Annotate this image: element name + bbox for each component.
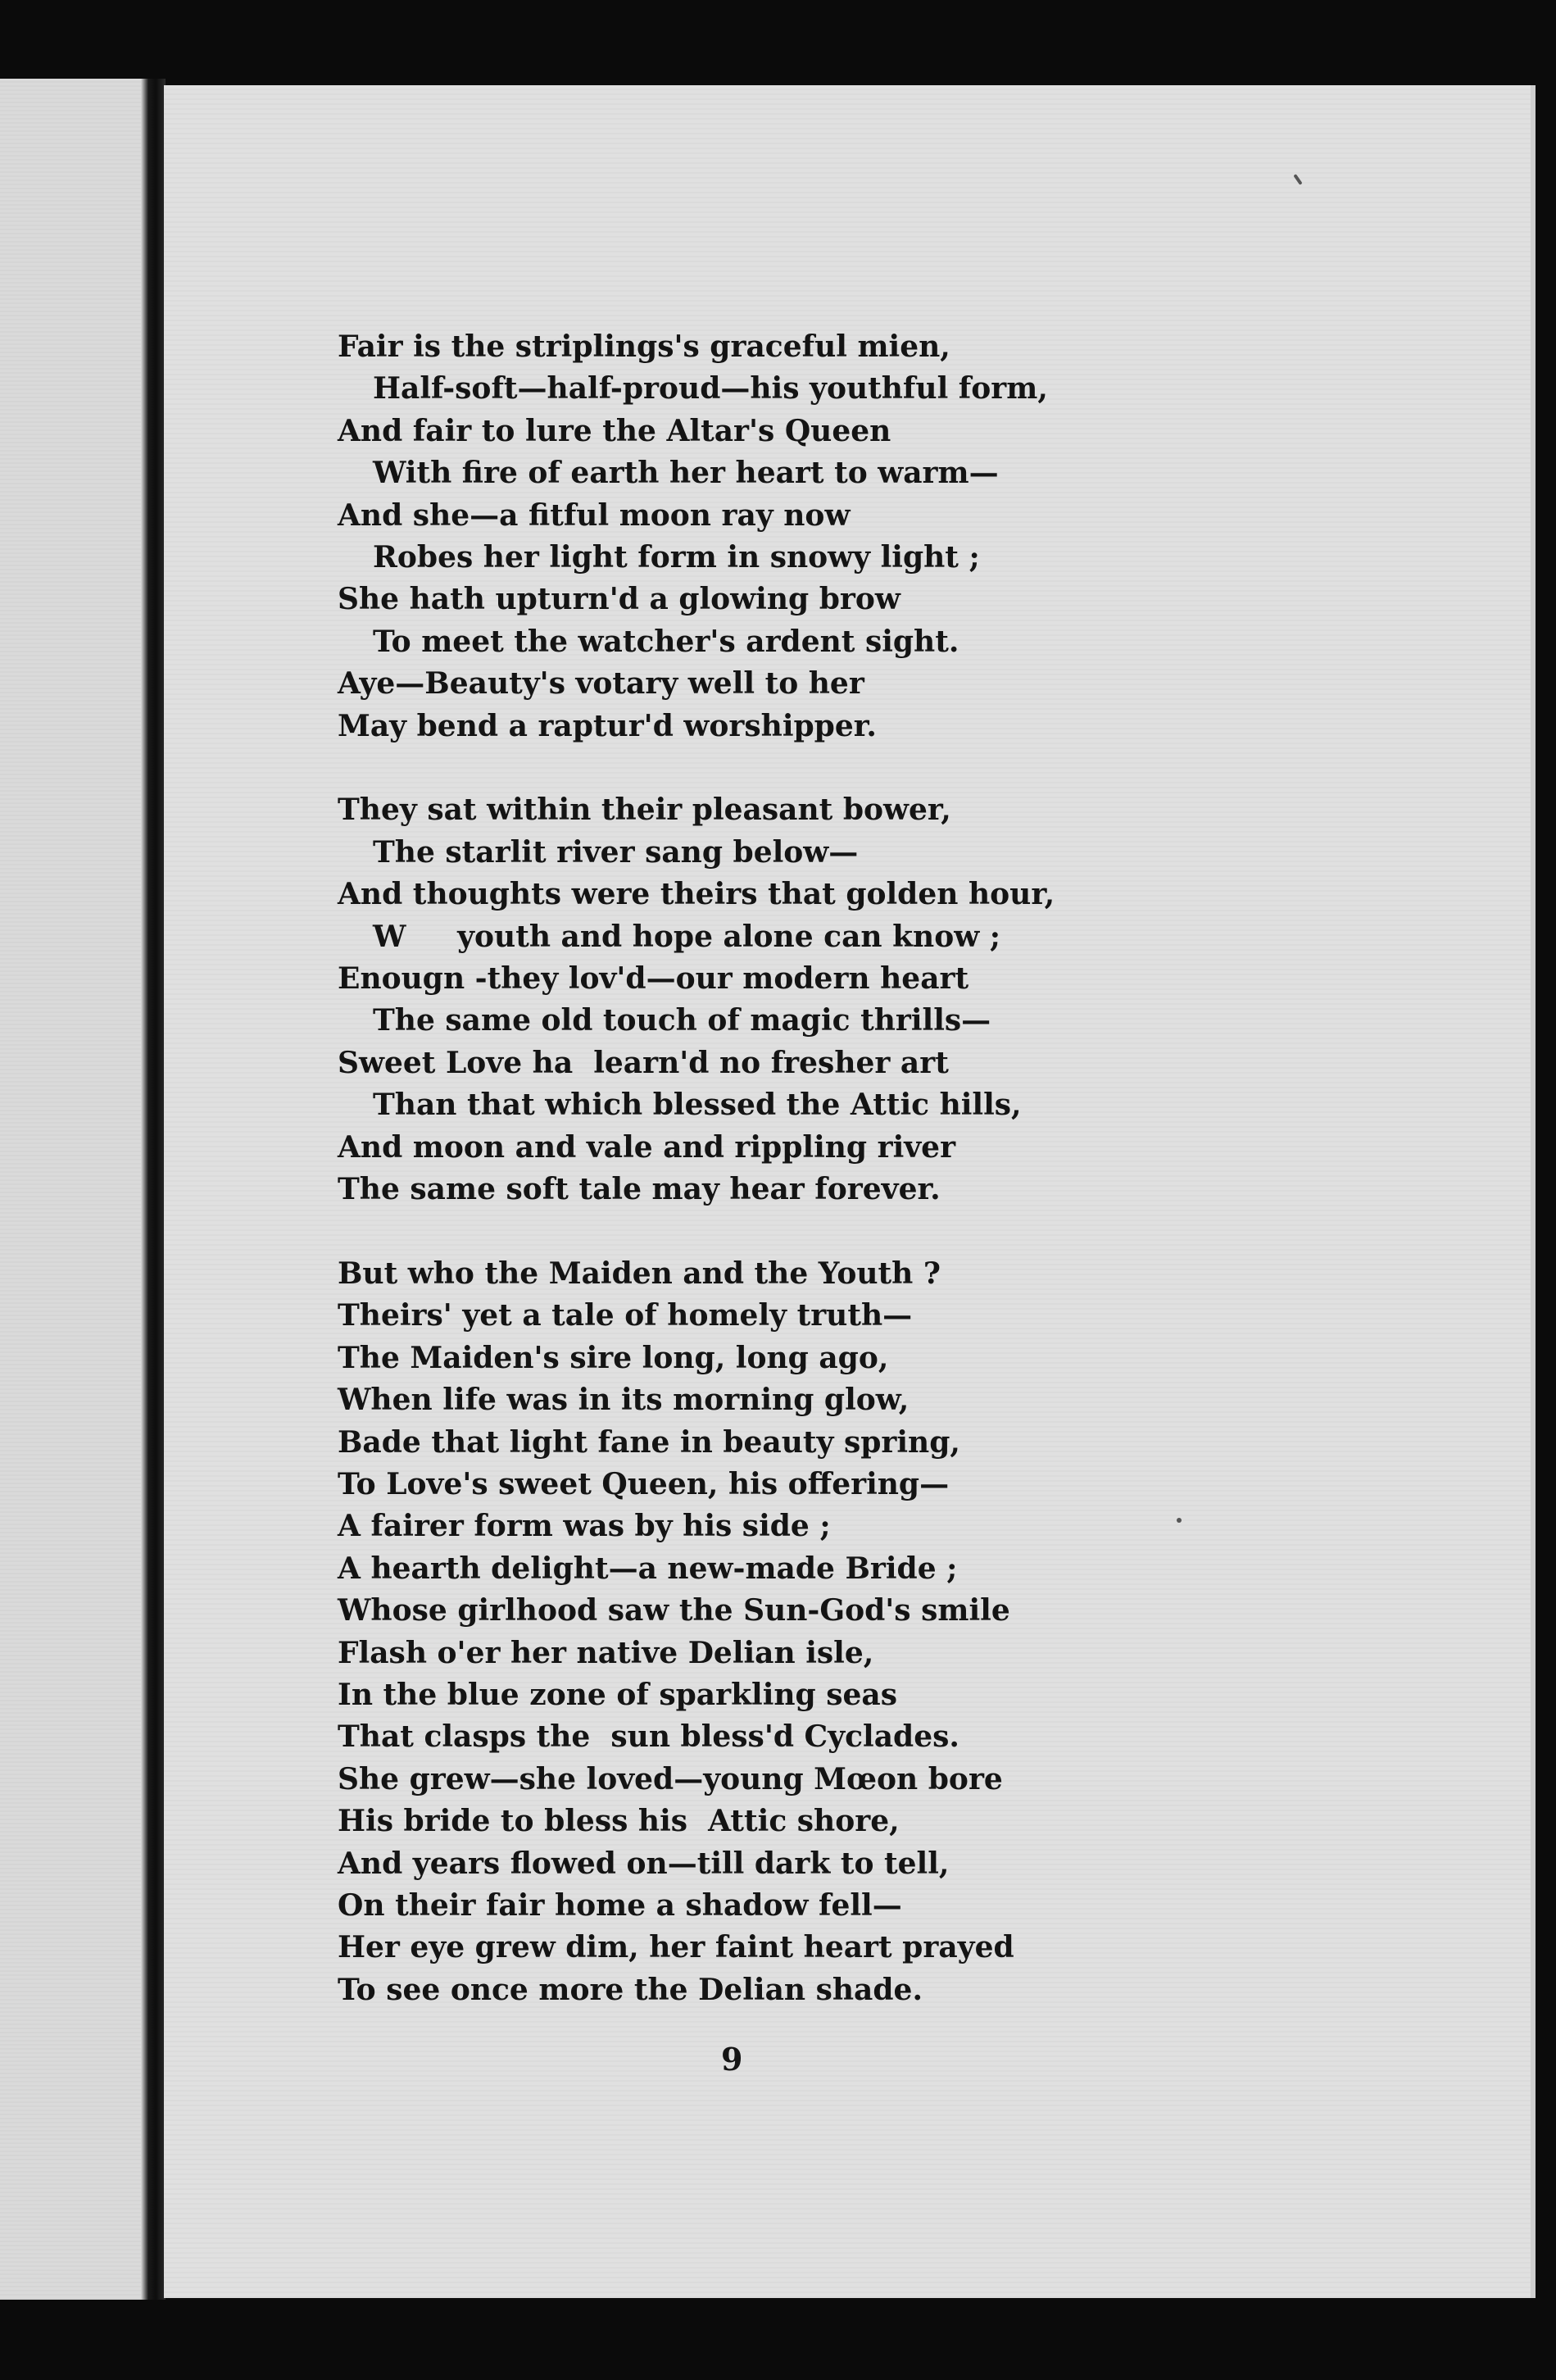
poem-line: With fire of earth her heart to warm— <box>373 456 999 491</box>
poem-line: In the blue zone of sparkling seas <box>338 1677 898 1712</box>
poem-line: W youth and hope alone can know ; <box>373 919 1001 954</box>
poem-line: The starlit river sang below— <box>373 834 859 870</box>
poem-line: And fair to lure the Altar's Queen <box>338 413 891 448</box>
poem-line: The same old touch of magic thrills— <box>373 1003 991 1038</box>
poem-line: And she—a fitful moon ray now <box>338 497 851 533</box>
poem-line: His bride to bless his Attic shore, <box>338 1804 900 1839</box>
poem-line: Her eye grew dim, her faint heart prayed <box>338 1930 1014 1965</box>
book-gutter <box>141 79 166 2300</box>
poem-line: The same soft tale may hear forever. <box>338 1172 941 1207</box>
poem-line: Aye—Beauty's votary well to her <box>338 666 864 702</box>
poem-body <box>338 326 1485 2011</box>
poem-line: Flash o'er her native Delian isle, <box>338 1635 874 1670</box>
poem-line: Robes her light form in snowy light ; <box>373 540 980 575</box>
poem-line: On their fair home a shadow fell— <box>338 1888 902 1923</box>
poem-line: And years flowed on—till dark to tell, <box>338 1846 950 1881</box>
poem-line: Half-soft—half-proud—his youthful form, <box>373 371 1048 407</box>
poem-line: The Maiden's sire long, long ago, <box>338 1340 889 1375</box>
stanza-2 <box>338 789 1485 1210</box>
previous-page-edge <box>0 79 152 2300</box>
poem-line: Than that which blessed the Attic hills, <box>373 1088 1022 1123</box>
poem-line: When life was in its morning glow, <box>338 1383 910 1418</box>
poem-line: Whose girlhood saw the Sun-God's smile <box>338 1593 1010 1628</box>
poem-line: To Love's sweet Queen, his offering— <box>338 1466 950 1501</box>
poem-line: But who the Maiden and the Youth ? <box>338 1256 941 1291</box>
poem-line: To meet the watcher's ardent sight. <box>373 624 959 659</box>
poem-line: That clasps the sun bless'd Cyclades. <box>338 1719 959 1755</box>
page-number: 9 <box>721 2041 743 2078</box>
poem-line: And thoughts were theirs that golden hour, <box>338 877 1055 912</box>
poem-line: May bend a raptur'd worshipper. <box>338 708 877 743</box>
stanza-1 <box>338 326 1485 747</box>
poem-line: A fairer form was by his side ; <box>338 1509 831 1544</box>
poem-line: And moon and vale and rippling river <box>338 1129 956 1165</box>
poem-line: Enougn -they lov'd—our modern heart <box>338 961 969 997</box>
dust-speck <box>1293 174 1302 185</box>
poem-line: Sweet Love ha learn'd no fresher art <box>338 1045 949 1080</box>
poem-line: She hath upturn'd a glowing brow <box>338 582 900 617</box>
poem-line: They sat within their pleasant bower, <box>338 793 951 828</box>
poem-line: A hearth delight—a new-made Bride ; <box>338 1551 958 1586</box>
poem-line: Theirs' yet a tale of homely truth— <box>338 1298 913 1333</box>
poem-line: Fair is the striplings's graceful mien, <box>338 329 950 364</box>
poem-line: She grew—she loved—young Mœon bore <box>338 1761 1003 1796</box>
poem-line: Bade that light fane in beauty spring, <box>338 1424 960 1460</box>
stanza-3 <box>338 1253 1485 2011</box>
poem-line: To see once more the Delian shade. <box>338 1972 923 2007</box>
